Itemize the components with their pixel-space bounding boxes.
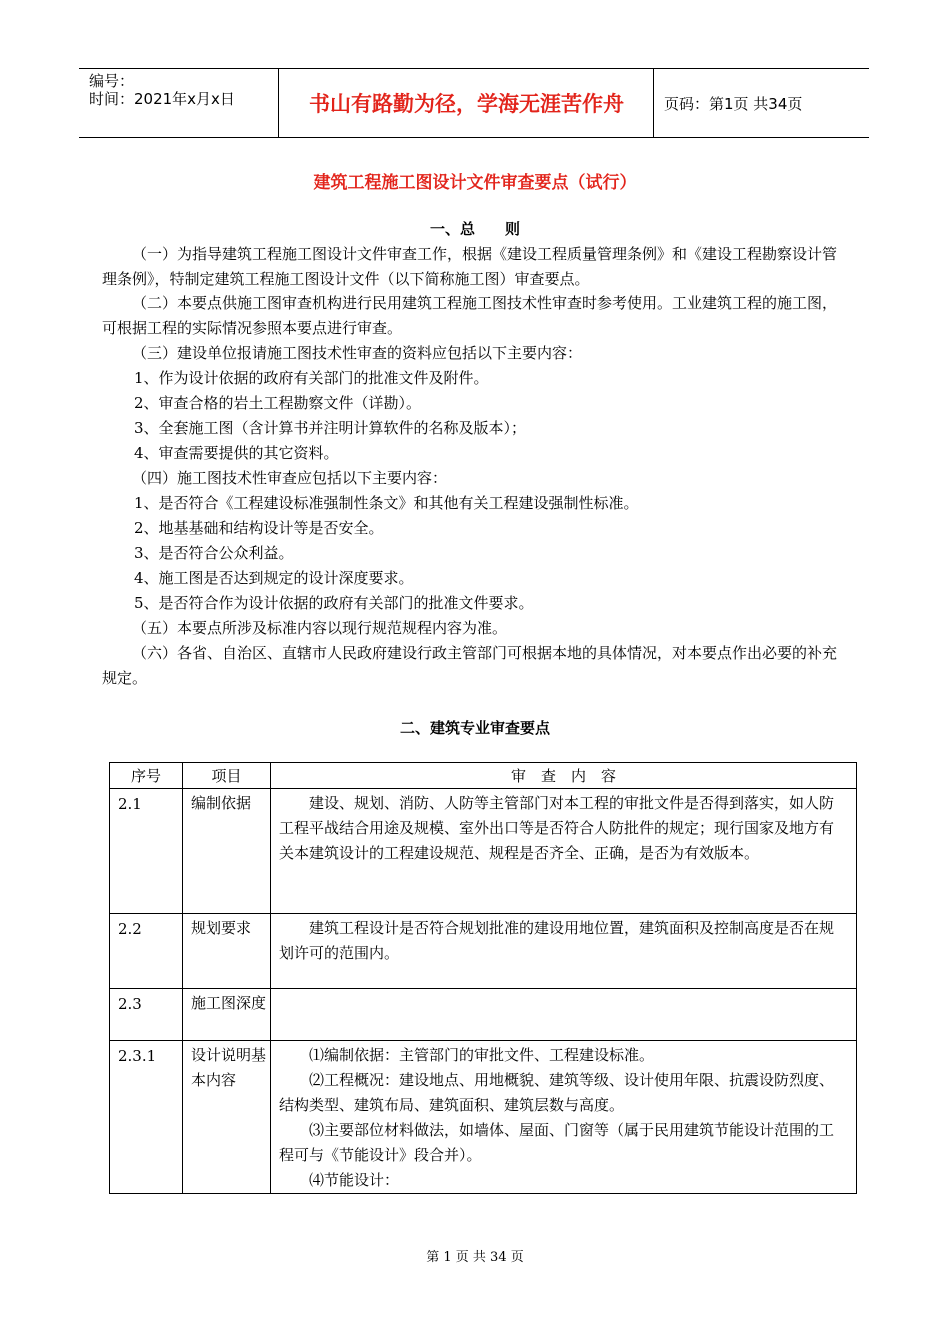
document-title: 建筑工程施工图设计文件审查要点（试行） [313, 173, 637, 193]
number-label: 编号： [89, 72, 135, 90]
header-meta [79, 69, 279, 137]
table-row [110, 1041, 857, 1194]
paragraph-3: （三）建设单位报请施工图技术性审查的资料应包括以下主要内容： [132, 344, 583, 362]
list-item: 4、审查需要提供的其它资料。 [134, 444, 339, 462]
page-footer: 第 1 页 共 34 页 [426, 1250, 524, 1265]
paragraph-2: （二）本要点供施工图审查机构进行民用建筑工程施工图技术性审查时参考使用。工业建筑工程的施工图，可根据工程的实际情况参照本要点进行审查。 [102, 294, 838, 337]
row-content [271, 989, 857, 1041]
row-item: 设计说明基本内容 [183, 1041, 271, 1194]
row-content [271, 1041, 857, 1194]
paragraph-5: （五）本要点所涉及标准内容以现行规范规程内容为准。 [132, 619, 508, 637]
content-line: 建筑工程设计是否符合规划批准的建设用地位置，建筑面积及控制高度是否在规划许可的范围内。 [279, 919, 835, 962]
content-line: ⑶主要部位材料做法，如墙体、屋面、门窗等（属于民用建筑节能设计范围的工程可与《节能设计》段合并）。 [279, 1121, 835, 1164]
table-row [110, 914, 857, 989]
table-row [110, 789, 857, 914]
content-line: ⑴编制依据：主管部门的审批文件、工程建设标准。 [309, 1046, 655, 1064]
list-item: 2、地基基础和结构设计等是否安全。 [134, 519, 384, 537]
column-header-item: 项目 [183, 763, 271, 789]
list-item: 3、是否符合公众利益。 [134, 544, 294, 562]
row-item: 规划要求 [183, 914, 271, 989]
header-motto: 书山有路勤为径，学海无涯苦作舟 [280, 69, 654, 137]
date-label: 时间：2021年x月x日 [89, 90, 235, 108]
list-item: 1、作为设计依据的政府有关部门的批准文件及附件。 [134, 369, 489, 387]
row-content [271, 914, 857, 989]
paragraph-6: （六）各省、自治区、直辖市人民政府建设行政主管部门可根据本地的具体情况，对本要点作出必要的补充规定。 [102, 644, 838, 687]
list-item: 3、全套施工图（含计算书并注明计算软件的名称及版本）； [134, 419, 527, 437]
table-header-row [110, 763, 857, 789]
row-item: 施工图深度 [183, 989, 271, 1041]
paragraph-4: （四）施工图技术性审查应包括以下主要内容： [132, 469, 448, 487]
list-item: 5、是否符合作为设计依据的政府有关部门的批准文件要求。 [134, 594, 534, 612]
review-table [109, 762, 857, 1194]
content-line: ⑷节能设计： [309, 1171, 400, 1189]
list-item: 1、是否符合《工程建设标准强制性条文》和其他有关工程建设强制性标准。 [134, 494, 639, 512]
row-number: 2.2 [110, 914, 183, 989]
table-row [110, 989, 857, 1041]
list-item: 2、审查合格的岩土工程勘察文件（详勘）。 [134, 394, 422, 412]
row-number: 2.3 [110, 989, 183, 1041]
document-header [79, 68, 869, 138]
column-header-number: 序号 [110, 763, 183, 789]
paragraph-1: （一）为指导建筑工程施工图设计文件审查工作，根据《建设工程质量管理条例》和《建设工程勘察设计管理条例》，特制定建筑工程施工图设计文件（以下简称施工图）审查要点。 [102, 245, 838, 288]
row-item: 编制依据 [183, 789, 271, 914]
section2-heading: 二、建筑专业审查要点 [399, 719, 550, 737]
section1-heading: 一、总 则 [429, 220, 520, 238]
header-page-info: 页码：第1页 共34页 [664, 94, 803, 113]
row-content [271, 789, 857, 914]
content-line: 建设、规划、消防、人防等主管部门对本工程的审批文件是否得到落实，如人防工程平战结合用途及规模、室外出口等是否符合人防批件的规定；现行国家及地方有关本建筑设计的工程建设规范、规程是否齐全、正确，是否为有效版本。 [279, 794, 835, 862]
column-header-content: 审 查 内 容 [271, 763, 857, 789]
row-number: 2.1 [110, 789, 183, 914]
row-number: 2.3.1 [110, 1041, 183, 1194]
content-line: ⑵工程概况：建设地点、用地概貌、建筑等级、设计使用年限、抗震设防烈度、结构类型、建筑布局、建筑面积、建筑层数与高度。 [279, 1071, 835, 1114]
list-item: 4、施工图是否达到规定的设计深度要求。 [134, 569, 414, 587]
